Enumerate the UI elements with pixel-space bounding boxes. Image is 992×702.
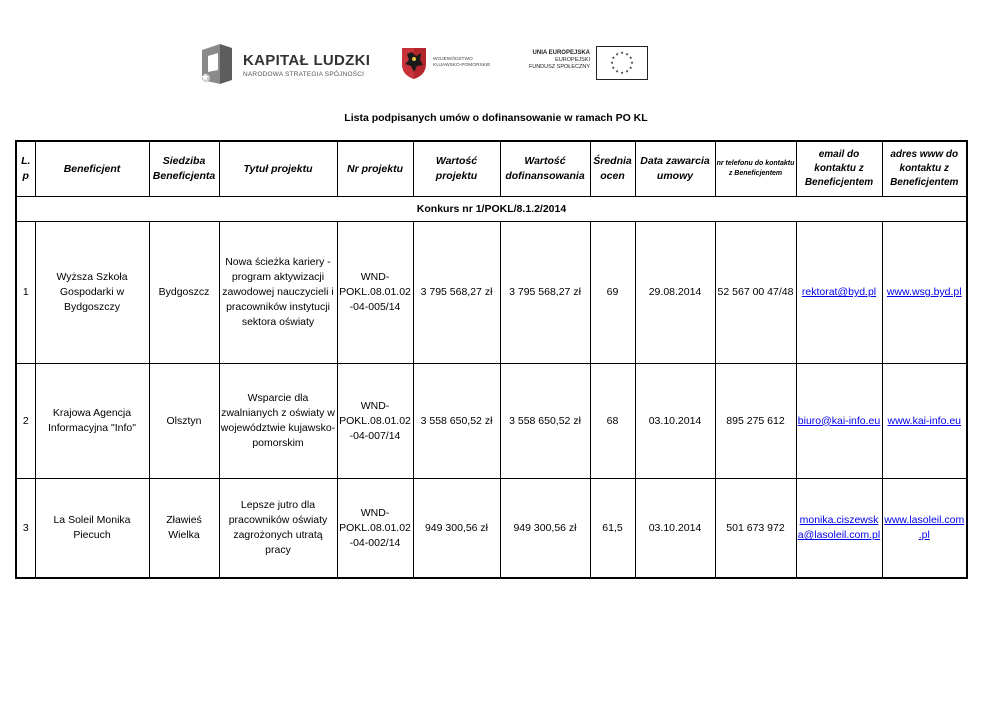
svg-text:★: ★ <box>630 60 634 65</box>
cell-siedziba: Zławieś Wielka <box>149 479 219 579</box>
header-data: Data zawarcia umowy <box>635 141 715 197</box>
cell-dofinansowanie: 3 795 568,27 zł <box>500 222 590 364</box>
header-nr: Nr projektu <box>337 141 413 197</box>
cell-beneficjent: Wyższa Szkoła Gospodarki w Bydgoszczy <box>35 222 149 364</box>
eu-line1: UNIA EUROPEJSKA <box>532 50 590 56</box>
cell-lp: 3 <box>16 479 35 579</box>
document-title: Lista podpisanych umów o dofinansowanie w ramach PO KL <box>344 112 648 124</box>
www-link[interactable]: www.kai-info.eu <box>887 414 962 427</box>
svg-text:★: ★ <box>610 60 614 65</box>
kapital-ludzki-logo <box>198 40 378 90</box>
svg-text:★: ★ <box>620 50 624 55</box>
www-link[interactable]: www.lasoleil.com.pl <box>884 514 965 541</box>
cell-dofinansowanie: 949 300,56 zł <box>500 479 590 579</box>
cell-srednia: 68 <box>590 364 635 479</box>
kapital-ludzki-emblem-icon <box>198 40 234 88</box>
header-lp: L.p <box>16 141 35 197</box>
svg-text:★: ★ <box>611 55 616 60</box>
cell-beneficjent: La Soleil Monika Piecuch <box>35 479 149 579</box>
cell-nr: WND-POKL.08.01.02-04-005/14 <box>337 222 413 364</box>
svg-text:★: ★ <box>611 65 616 70</box>
header-email: email do kontaktu z Beneficjentem <box>796 141 882 197</box>
cell-email <box>796 364 882 479</box>
cell-tytul: Wsparcie dla zwalnianych z oświaty w województwie kujawsko-pomorskim <box>219 364 337 479</box>
cell-www <box>882 364 967 479</box>
table-row <box>16 222 967 364</box>
cell-telefon: 501 673 972 <box>715 479 796 579</box>
cell-data: 29.08.2014 <box>635 222 715 364</box>
kapital-ludzki-subtitle: NARODOWA STRATEGIA SPÓJNOŚCI <box>243 71 365 78</box>
header-beneficjent: Beneficjent <box>35 141 149 197</box>
email-link[interactable]: rektorat@byd.pl <box>801 286 877 298</box>
cell-telefon: 895 275 612 <box>715 364 796 479</box>
cell-nr: WND-POKL.08.01.02-04-002/14 <box>337 479 413 579</box>
cell-srednia: 69 <box>590 222 635 364</box>
header-srednia: Średnia ocen <box>590 141 635 197</box>
cell-siedziba: Bydgoszcz <box>149 222 219 364</box>
contracts-table <box>15 140 968 579</box>
svg-text:★: ★ <box>620 70 624 75</box>
cell-data: 03.10.2014 <box>635 479 715 579</box>
wojewodztwo-text <box>433 57 490 69</box>
cell-email <box>796 479 882 579</box>
cell-lp: 2 <box>16 364 35 479</box>
cell-telefon: 52 567 00 47/48 <box>715 222 796 364</box>
cell-www <box>882 222 967 364</box>
kapital-ludzki-title: KAPITAŁ LUDZKI <box>243 52 371 69</box>
wojewodztwo-line2: KUJAWSKO-POMORSKIE <box>433 63 491 68</box>
svg-text:★: ★ <box>625 51 629 57</box>
eu-line3: FUNDUSZ SPOŁECZNY <box>528 64 590 70</box>
svg-text:★: ★ <box>628 65 633 70</box>
cell-srednia: 61,5 <box>590 479 635 579</box>
cell-lp: 1 <box>16 222 35 364</box>
logo-band <box>0 0 992 100</box>
eu-line2: EUROPEJSKI <box>555 57 590 63</box>
table-header-row <box>16 141 967 197</box>
cell-wartosc: 949 300,56 zł <box>413 479 500 579</box>
cell-wartosc: 3 795 568,27 zł <box>413 222 500 364</box>
header-wartosc: Wartość projektu <box>413 141 500 197</box>
email-link[interactable]: monika.ciszewska@lasoleil.com.pl <box>797 514 881 541</box>
cell-data: 03.10.2014 <box>635 364 715 479</box>
eu-logo <box>512 46 652 82</box>
table-row <box>16 364 967 479</box>
konkurs-row <box>16 197 967 222</box>
header-siedziba: Siedziba Beneficjenta <box>149 141 219 197</box>
svg-text:★: ★ <box>615 51 619 57</box>
eu-text <box>512 50 590 71</box>
www-link[interactable]: www.wsg.byd.pl <box>886 286 962 298</box>
header-telefon: nr telefonu do kontaktu z Beneficjentem <box>715 141 796 197</box>
header-dofinansowanie: Wartość dofinansowania <box>500 141 590 197</box>
svg-text:★: ★ <box>628 55 633 60</box>
cell-nr: WND-POKL.08.01.02-04-007/14 <box>337 364 413 479</box>
konkurs-label: Konkurs nr 1/POKL/8.1.2/2014 <box>16 197 967 222</box>
cell-tytul: Nowa ścieżka kariery - program aktywizacji zawodowej nauczycieli i pracowników instytucji sektora oświaty <box>219 222 337 364</box>
regional-crest-icon <box>400 44 428 80</box>
cell-wartosc: 3 558 650,52 zł <box>413 364 500 479</box>
email-link[interactable]: biuro@kai-info.eu <box>797 414 881 427</box>
cell-dofinansowanie: 3 558 650,52 zł <box>500 364 590 479</box>
table-row <box>16 479 967 579</box>
cell-tytul: Lepsze jutro dla pracowników oświaty zagrożonych utratą pracy <box>219 479 337 579</box>
wojewodztwo-logo <box>400 44 510 84</box>
header-www: adres www do kontaktu z Beneficjentem <box>882 141 967 197</box>
svg-text:★: ★ <box>615 68 619 74</box>
cell-siedziba: Olsztyn <box>149 364 219 479</box>
cell-www <box>882 479 967 579</box>
wojewodztwo-line1: WOJEWÓDZTWO <box>433 57 473 62</box>
svg-text:★: ★ <box>625 68 629 74</box>
eu-flag-icon <box>596 46 648 80</box>
header-tytul: Tytuł projektu <box>219 141 337 197</box>
cell-beneficjent: Krajowa Agencja Informacyjna "Info" <box>35 364 149 479</box>
cell-email <box>796 222 882 364</box>
